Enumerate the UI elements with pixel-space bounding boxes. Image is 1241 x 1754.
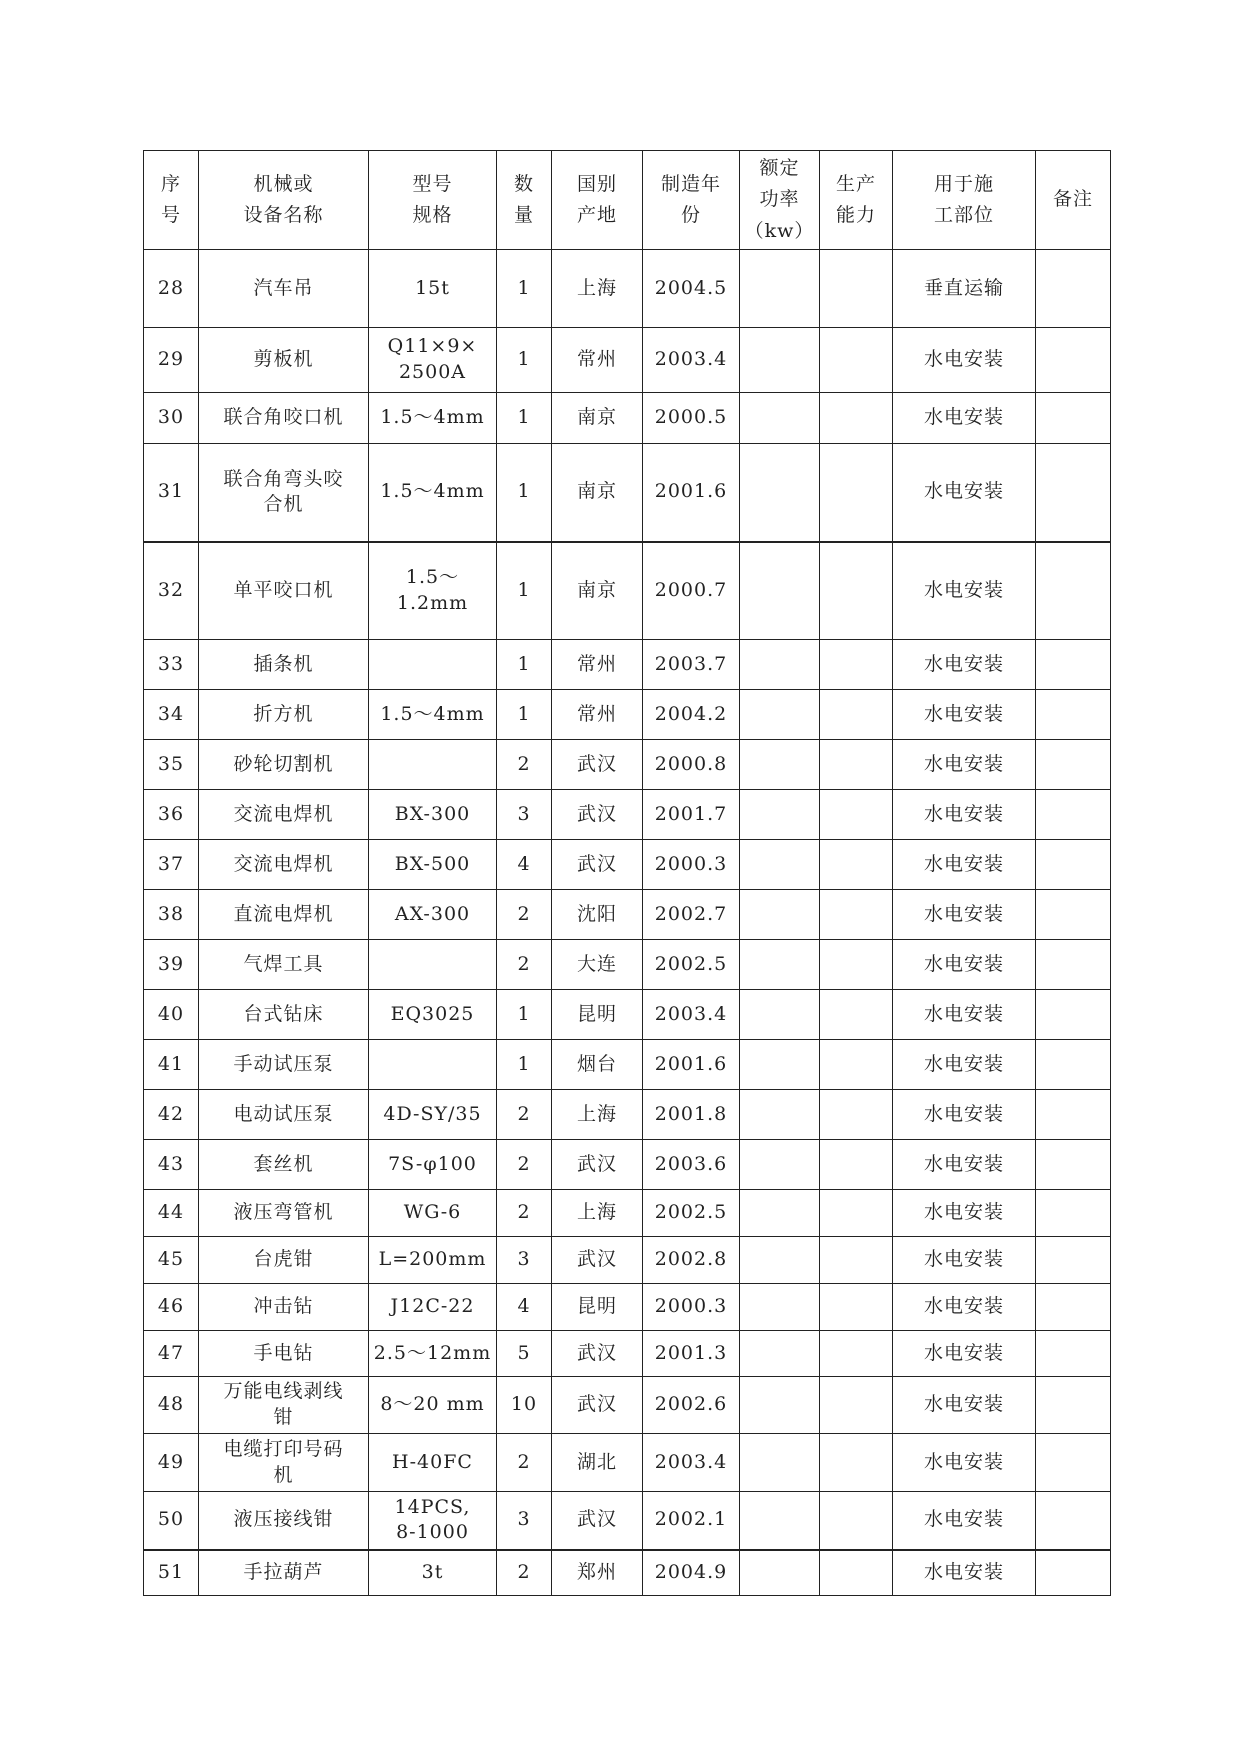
table-row: [144, 328, 1111, 393]
cell-usage: 水电安装: [893, 1284, 1036, 1331]
cell-origin: 武汉: [552, 1377, 643, 1434]
cell-origin: 南京: [552, 444, 643, 542]
cell-year: 2002.8: [643, 1237, 740, 1284]
cell-spec: 3t: [369, 1550, 497, 1596]
table-row: [144, 640, 1111, 690]
cell-spec: 7S-φ100: [369, 1140, 497, 1190]
cell-usage: 水电安装: [893, 940, 1036, 990]
table-row: [144, 790, 1111, 840]
cell-remark: [1036, 940, 1111, 990]
cell-year: 2003.6: [643, 1140, 740, 1190]
cell-no: 31: [144, 444, 199, 542]
cell-origin: 武汉: [552, 1492, 643, 1550]
cell-usage: 水电安装: [893, 1434, 1036, 1492]
cell-capacity: [820, 393, 893, 444]
cell-no: 33: [144, 640, 199, 690]
cell-power: [740, 1090, 820, 1140]
cell-spec: [369, 640, 497, 690]
cell-capacity: [820, 444, 893, 542]
cell-capacity: [820, 1140, 893, 1190]
cell-power: [740, 444, 820, 542]
cell-qty: 2: [497, 740, 552, 790]
header-capacity: 生产 能力: [820, 151, 893, 250]
cell-usage: 水电安装: [893, 690, 1036, 740]
cell-name: 冲击钻: [199, 1284, 369, 1331]
cell-remark: [1036, 740, 1111, 790]
cell-origin: 常州: [552, 640, 643, 690]
table-row: [144, 1492, 1111, 1550]
cell-capacity: [820, 1237, 893, 1284]
cell-no: 51: [144, 1550, 199, 1596]
cell-usage: 水电安装: [893, 1140, 1036, 1190]
cell-year: 2000.3: [643, 840, 740, 890]
cell-power: [740, 1040, 820, 1090]
cell-remark: [1036, 840, 1111, 890]
cell-qty: 2: [497, 940, 552, 990]
cell-qty: 2: [497, 1434, 552, 1492]
header-year: 制造年 份: [643, 151, 740, 250]
cell-no: 42: [144, 1090, 199, 1140]
cell-spec: 1.5～ 1.2mm: [369, 542, 497, 640]
cell-no: 35: [144, 740, 199, 790]
cell-power: [740, 890, 820, 940]
cell-remark: [1036, 1040, 1111, 1090]
cell-name: 联合角咬口机: [199, 393, 369, 444]
cell-qty: 2: [497, 1550, 552, 1596]
cell-name: 联合角弯头咬 合机: [199, 444, 369, 542]
cell-no: 38: [144, 890, 199, 940]
cell-year: 2001.6: [643, 444, 740, 542]
cell-usage: 垂直运输: [893, 250, 1036, 328]
cell-year: 2002.7: [643, 890, 740, 940]
cell-name: 手拉葫芦: [199, 1550, 369, 1596]
cell-year: 2001.8: [643, 1090, 740, 1140]
cell-year: 2002.5: [643, 940, 740, 990]
cell-capacity: [820, 990, 893, 1040]
cell-remark: [1036, 250, 1111, 328]
cell-power: [740, 1492, 820, 1550]
cell-no: 40: [144, 990, 199, 1040]
cell-remark: [1036, 990, 1111, 1040]
cell-name: 万能电线剥线 钳: [199, 1377, 369, 1434]
cell-name: 汽车吊: [199, 250, 369, 328]
cell-name: 单平咬口机: [199, 542, 369, 640]
table-row: [144, 444, 1111, 542]
cell-remark: [1036, 790, 1111, 840]
cell-no: 41: [144, 1040, 199, 1090]
cell-name: 折方机: [199, 690, 369, 740]
cell-name: 交流电焊机: [199, 840, 369, 890]
cell-name: 液压接线钳: [199, 1492, 369, 1550]
table-row: [144, 1090, 1111, 1140]
cell-usage: 水电安装: [893, 1377, 1036, 1434]
cell-usage: 水电安装: [893, 1550, 1036, 1596]
cell-no: 34: [144, 690, 199, 740]
cell-spec: Q11×9× 2500A: [369, 328, 497, 393]
cell-origin: 郑州: [552, 1550, 643, 1596]
cell-name: 直流电焊机: [199, 890, 369, 940]
table-row: [144, 1331, 1111, 1377]
cell-origin: 昆明: [552, 1284, 643, 1331]
cell-no: 43: [144, 1140, 199, 1190]
cell-usage: 水电安装: [893, 790, 1036, 840]
cell-remark: [1036, 1434, 1111, 1492]
cell-origin: 上海: [552, 1090, 643, 1140]
cell-origin: 大连: [552, 940, 643, 990]
cell-spec: [369, 940, 497, 990]
cell-remark: [1036, 1492, 1111, 1550]
cell-spec: WG-6: [369, 1190, 497, 1237]
cell-usage: 水电安装: [893, 444, 1036, 542]
table-row: [144, 1237, 1111, 1284]
cell-spec: AX-300: [369, 890, 497, 940]
cell-remark: [1036, 1090, 1111, 1140]
cell-no: 37: [144, 840, 199, 890]
cell-spec: 2.5～12mm: [369, 1331, 497, 1377]
cell-name: 剪板机: [199, 328, 369, 393]
cell-spec: 1.5～4mm: [369, 690, 497, 740]
cell-capacity: [820, 790, 893, 840]
cell-origin: 烟台: [552, 1040, 643, 1090]
cell-usage: 水电安装: [893, 328, 1036, 393]
cell-remark: [1036, 1140, 1111, 1190]
header-qty: 数 量: [497, 151, 552, 250]
cell-capacity: [820, 1377, 893, 1434]
cell-qty: 2: [497, 1140, 552, 1190]
cell-usage: 水电安装: [893, 1492, 1036, 1550]
table-row: [144, 940, 1111, 990]
cell-power: [740, 250, 820, 328]
header-remark: 备注: [1036, 151, 1111, 250]
cell-year: 2002.6: [643, 1377, 740, 1434]
cell-origin: 武汉: [552, 790, 643, 840]
cell-name: 气焊工具: [199, 940, 369, 990]
cell-qty: 1: [497, 393, 552, 444]
cell-power: [740, 328, 820, 393]
cell-spec: [369, 740, 497, 790]
cell-capacity: [820, 890, 893, 940]
table-row: [144, 250, 1111, 328]
cell-qty: 3: [497, 1492, 552, 1550]
cell-origin: 武汉: [552, 740, 643, 790]
cell-capacity: [820, 1040, 893, 1090]
table-row: [144, 1190, 1111, 1237]
equipment-table: [143, 150, 1111, 1596]
cell-origin: 常州: [552, 328, 643, 393]
cell-spec: J12C-22: [369, 1284, 497, 1331]
table-row: [144, 990, 1111, 1040]
cell-no: 39: [144, 940, 199, 990]
table-row: [144, 890, 1111, 940]
cell-qty: 1: [497, 990, 552, 1040]
cell-year: 2001.7: [643, 790, 740, 840]
cell-spec: EQ3025: [369, 990, 497, 1040]
cell-remark: [1036, 1190, 1111, 1237]
table-row: [144, 1434, 1111, 1492]
cell-origin: 沈阳: [552, 890, 643, 940]
cell-origin: 湖北: [552, 1434, 643, 1492]
cell-usage: 水电安装: [893, 1090, 1036, 1140]
cell-spec: L=200mm: [369, 1237, 497, 1284]
cell-remark: [1036, 1284, 1111, 1331]
cell-power: [740, 1377, 820, 1434]
header-row: [144, 151, 1111, 250]
cell-usage: 水电安装: [893, 990, 1036, 1040]
cell-usage: 水电安装: [893, 1237, 1036, 1284]
cell-qty: 4: [497, 840, 552, 890]
cell-origin: 常州: [552, 690, 643, 740]
cell-spec: [369, 1040, 497, 1090]
cell-spec: H-40FC: [369, 1434, 497, 1492]
cell-name: 台虎钳: [199, 1237, 369, 1284]
cell-qty: 5: [497, 1331, 552, 1377]
cell-power: [740, 1190, 820, 1237]
cell-power: [740, 1331, 820, 1377]
cell-no: 46: [144, 1284, 199, 1331]
cell-qty: 4: [497, 1284, 552, 1331]
cell-power: [740, 393, 820, 444]
cell-name: 电动试压泵: [199, 1090, 369, 1140]
cell-remark: [1036, 393, 1111, 444]
cell-power: [740, 542, 820, 640]
cell-power: [740, 790, 820, 840]
cell-year: 2002.1: [643, 1492, 740, 1550]
cell-remark: [1036, 444, 1111, 542]
cell-year: 2001.3: [643, 1331, 740, 1377]
cell-usage: 水电安装: [893, 890, 1036, 940]
cell-usage: 水电安装: [893, 1331, 1036, 1377]
cell-remark: [1036, 690, 1111, 740]
table-row: [144, 840, 1111, 890]
cell-year: 2000.3: [643, 1284, 740, 1331]
header-power: 额定 功率 （kw）: [740, 151, 820, 250]
cell-qty: 1: [497, 250, 552, 328]
cell-year: 2002.5: [643, 1190, 740, 1237]
cell-name: 手电钻: [199, 1331, 369, 1377]
cell-year: 2004.2: [643, 690, 740, 740]
cell-spec: 1.5～4mm: [369, 444, 497, 542]
cell-no: 44: [144, 1190, 199, 1237]
cell-usage: 水电安装: [893, 1190, 1036, 1237]
cell-capacity: [820, 1090, 893, 1140]
table-row: [144, 542, 1111, 640]
cell-origin: 上海: [552, 1190, 643, 1237]
cell-power: [740, 990, 820, 1040]
cell-name: 电缆打印号码 机: [199, 1434, 369, 1492]
cell-name: 液压弯管机: [199, 1190, 369, 1237]
cell-qty: 3: [497, 1237, 552, 1284]
cell-spec: 15t: [369, 250, 497, 328]
cell-origin: 南京: [552, 542, 643, 640]
cell-remark: [1036, 1550, 1111, 1596]
cell-origin: 南京: [552, 393, 643, 444]
cell-no: 50: [144, 1492, 199, 1550]
cell-spec: 1.5～4mm: [369, 393, 497, 444]
cell-capacity: [820, 250, 893, 328]
table-row: [144, 1284, 1111, 1331]
cell-qty: 1: [497, 542, 552, 640]
cell-remark: [1036, 1237, 1111, 1284]
cell-no: 29: [144, 328, 199, 393]
cell-origin: 昆明: [552, 990, 643, 1040]
cell-year: 2003.4: [643, 1434, 740, 1492]
cell-capacity: [820, 1492, 893, 1550]
table-row: [144, 690, 1111, 740]
cell-usage: 水电安装: [893, 640, 1036, 690]
cell-qty: 2: [497, 890, 552, 940]
cell-origin: 武汉: [552, 1140, 643, 1190]
header-origin: 国别 产地: [552, 151, 643, 250]
cell-remark: [1036, 328, 1111, 393]
table-row: [144, 1040, 1111, 1090]
cell-spec: BX-300: [369, 790, 497, 840]
table-row: [144, 1140, 1111, 1190]
cell-spec: 4D-SY/35: [369, 1090, 497, 1140]
cell-capacity: [820, 328, 893, 393]
cell-qty: 1: [497, 640, 552, 690]
cell-qty: 1: [497, 328, 552, 393]
cell-power: [740, 940, 820, 990]
table-row: [144, 1377, 1111, 1434]
cell-spec: 14PCS, 8-1000: [369, 1492, 497, 1550]
cell-usage: 水电安装: [893, 740, 1036, 790]
cell-qty: 2: [497, 1090, 552, 1140]
cell-no: 30: [144, 393, 199, 444]
cell-no: 32: [144, 542, 199, 640]
cell-usage: 水电安装: [893, 840, 1036, 890]
cell-qty: 1: [497, 690, 552, 740]
cell-power: [740, 640, 820, 690]
cell-capacity: [820, 1284, 893, 1331]
cell-usage: 水电安装: [893, 542, 1036, 640]
cell-origin: 武汉: [552, 1331, 643, 1377]
cell-no: 48: [144, 1377, 199, 1434]
cell-remark: [1036, 890, 1111, 940]
cell-no: 36: [144, 790, 199, 840]
cell-year: 2003.4: [643, 990, 740, 1040]
cell-qty: 2: [497, 1190, 552, 1237]
cell-year: 2000.5: [643, 393, 740, 444]
cell-capacity: [820, 1550, 893, 1596]
cell-qty: 10: [497, 1377, 552, 1434]
cell-capacity: [820, 640, 893, 690]
cell-name: 套丝机: [199, 1140, 369, 1190]
table-row: [144, 740, 1111, 790]
cell-power: [740, 740, 820, 790]
cell-capacity: [820, 840, 893, 890]
cell-power: [740, 1284, 820, 1331]
cell-no: 49: [144, 1434, 199, 1492]
cell-qty: 3: [497, 790, 552, 840]
cell-no: 47: [144, 1331, 199, 1377]
cell-power: [740, 1140, 820, 1190]
cell-power: [740, 1237, 820, 1284]
cell-name: 插条机: [199, 640, 369, 690]
cell-spec: BX-500: [369, 840, 497, 890]
cell-origin: 武汉: [552, 840, 643, 890]
cell-usage: 水电安装: [893, 393, 1036, 444]
table-row: [144, 393, 1111, 444]
cell-name: 手动试压泵: [199, 1040, 369, 1090]
cell-year: 2004.9: [643, 1550, 740, 1596]
cell-year: 2003.4: [643, 328, 740, 393]
cell-qty: 1: [497, 444, 552, 542]
cell-remark: [1036, 542, 1111, 640]
cell-name: 砂轮切割机: [199, 740, 369, 790]
cell-capacity: [820, 1434, 893, 1492]
cell-power: [740, 1434, 820, 1492]
cell-power: [740, 690, 820, 740]
cell-remark: [1036, 1377, 1111, 1434]
cell-name: 台式钻床: [199, 990, 369, 1040]
cell-origin: 武汉: [552, 1237, 643, 1284]
cell-remark: [1036, 640, 1111, 690]
cell-no: 28: [144, 250, 199, 328]
cell-capacity: [820, 1190, 893, 1237]
header-usage: 用于施 工部位: [893, 151, 1036, 250]
cell-name: 交流电焊机: [199, 790, 369, 840]
cell-qty: 1: [497, 1040, 552, 1090]
cell-remark: [1036, 1331, 1111, 1377]
cell-usage: 水电安装: [893, 1040, 1036, 1090]
cell-capacity: [820, 940, 893, 990]
header-no: 序 号: [144, 151, 199, 250]
cell-year: 2003.7: [643, 640, 740, 690]
cell-origin: 上海: [552, 250, 643, 328]
cell-capacity: [820, 542, 893, 640]
cell-power: [740, 840, 820, 890]
cell-capacity: [820, 740, 893, 790]
cell-no: 45: [144, 1237, 199, 1284]
cell-spec: 8～20 mm: [369, 1377, 497, 1434]
cell-year: 2000.7: [643, 542, 740, 640]
header-name: 机械或 设备名称: [199, 151, 369, 250]
cell-year: 2000.8: [643, 740, 740, 790]
header-spec: 型号 规格: [369, 151, 497, 250]
cell-power: [740, 1550, 820, 1596]
table-row: [144, 1550, 1111, 1596]
cell-year: 2001.6: [643, 1040, 740, 1090]
cell-capacity: [820, 1331, 893, 1377]
cell-capacity: [820, 690, 893, 740]
cell-year: 2004.5: [643, 250, 740, 328]
